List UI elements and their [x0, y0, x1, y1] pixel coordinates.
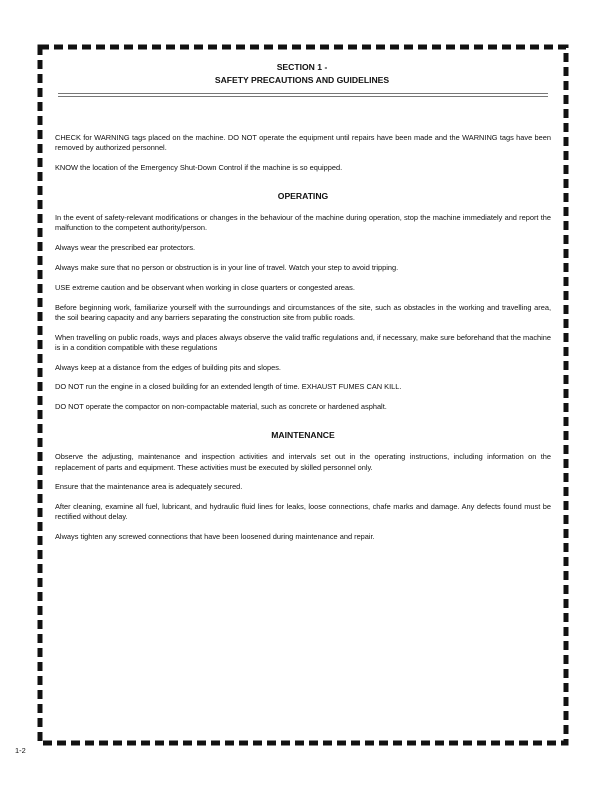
maintenance-paragraph: After cleaning, examine all fuel, lubricant, and hydraulic fluid lines for leaks, loose connections, chafe marks and damage. Any defects found must be rectified without delay.	[55, 502, 551, 522]
intro-paragraph-1: CHECK for WARNING tags placed on the machine. DO NOT operate the equipment until repairs have been made and the WARNING tags have been removed by authorized personnel.	[55, 133, 551, 153]
section-subtitle: SAFETY PRECAUTIONS AND GUIDELINES	[214, 75, 390, 85]
operating-paragraph: DO NOT run the engine in a closed building for an extended length of time. EXHAUST FUMES CAN KILL.	[55, 382, 402, 392]
operating-paragraph: In the event of safety-relevant modifications or changes in the behaviour of the machine during operation, stop the machine immediately and report the malfunction to the competent authority/person.	[55, 213, 551, 233]
maintenance-paragraph: Observe the adjusting, maintenance and inspection activities and intervals set out in the operating instructions, including information on the replacement of parts and equipment. These activities must be executed by skilled personnel only.	[55, 452, 551, 472]
operating-paragraph: Always make sure that no person or obstruction is in your line of travel. Watch your step to avoid tripping.	[55, 263, 399, 272]
page-number: 1-2	[15, 746, 26, 755]
operating-paragraph: Always keep at a distance from the edges of building pits and slopes.	[55, 362, 281, 372]
section-header	[52, 61, 552, 87]
operating-paragraph: Always wear the prescribed ear protectors.	[55, 243, 196, 253]
operating-paragraph: When travelling on public roads, ways and places always observe the valid traffic regulations and, if necessary, make sure beforehand that the machine is in a condition compatible with these regulations	[55, 332, 551, 352]
header-double-rule	[58, 93, 548, 97]
section-title: SECTION 1 -	[276, 62, 328, 72]
maintenance-paragraph: Ensure that the maintenance area is adequately secured.	[55, 482, 243, 492]
maintenance-paragraph: Always tighten any screwed connections that have been loosened during maintenance and repair.	[55, 532, 375, 542]
operating-paragraph: USE extreme caution and be observant when working in close quarters or congested areas.	[55, 282, 355, 292]
operating-paragraph: Before beginning work, familiarize yourself with the surroundings and circumstances of the site, such as obstacles in the working and travelling area, the soil bearing capacity and any barriers separating the construction site from public roads.	[55, 302, 551, 322]
operating-heading: OPERATING	[277, 191, 329, 202]
operating-paragraph: DO NOT operate the compactor on non-compactable material, such as concrete or hardened asphalt.	[55, 402, 387, 412]
intro-paragraph-2: KNOW the location of the Emergency Shut-Down Control if the machine is so equipped.	[55, 163, 343, 172]
page-content	[55, 133, 551, 552]
maintenance-heading: MAINTENANCE	[271, 430, 335, 441]
